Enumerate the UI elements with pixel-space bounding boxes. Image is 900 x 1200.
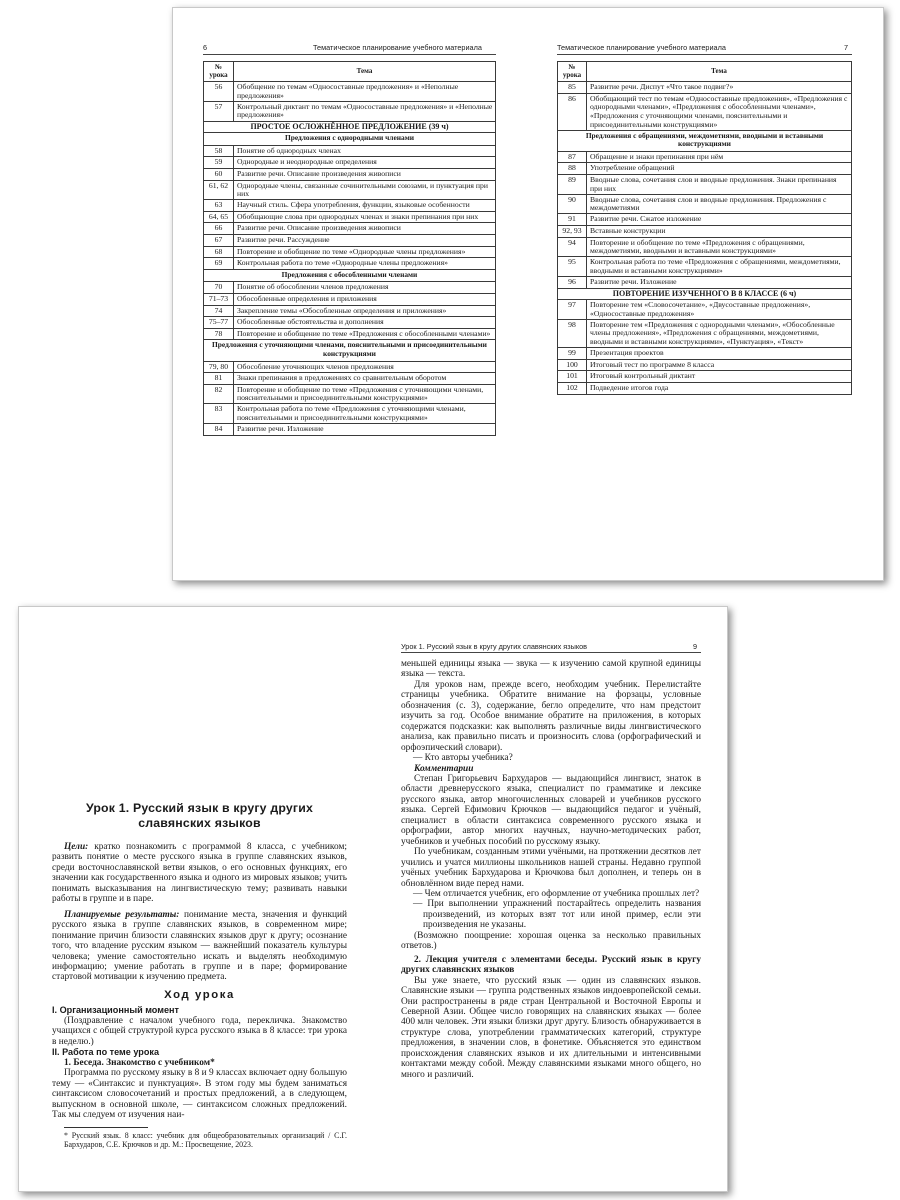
page-number: 7 bbox=[844, 43, 849, 52]
table-row bbox=[204, 328, 496, 340]
table-row bbox=[204, 211, 496, 223]
body-paragraph: Для уроков нам, прежде всего, необходим учебник. Перелистайте страницы учебника. Обратите внимание на форзацы, условные обозначения (с. 3), содержание, бегло определите, что нам предстоит изучить за год. Особое внимание обратите на приложения, в которых содержатся подсказки: как выполнять различные виды лингвистического анализа, как правильно писать и произносить слова (орфографический и орфоэпический словари). bbox=[401, 679, 701, 753]
body-paragraph: меньшей единицы языка — звука — к изучению самой крупной единицы языка — текста. bbox=[401, 659, 701, 680]
topic-cell: Повторение и обобщение по теме «Предложения с уточняющими членами, пояснительными и присоединительными конструкциями» bbox=[234, 384, 496, 404]
table-row bbox=[204, 82, 496, 102]
table-row bbox=[558, 226, 852, 238]
table-subsection-row bbox=[558, 130, 852, 151]
topic-cell: Употребление обращений bbox=[587, 163, 852, 175]
lesson-number-cell: 60 bbox=[204, 168, 234, 180]
planning-table-body bbox=[558, 62, 852, 395]
table-row bbox=[558, 163, 852, 175]
planning-table-body bbox=[204, 62, 496, 436]
lesson-number-cell: 70 bbox=[204, 282, 234, 294]
table-row bbox=[558, 348, 852, 360]
topic-cell: Знаки препинания в предложениях со сравнительным оборотом bbox=[234, 373, 496, 385]
topic-cell: Развитие речи. Рассуждение bbox=[234, 235, 496, 247]
header-rule bbox=[401, 652, 701, 653]
table-row bbox=[204, 258, 496, 270]
table-row bbox=[204, 180, 496, 200]
table-row bbox=[558, 359, 852, 371]
table-row bbox=[558, 214, 852, 226]
topic-cell: Обобщение по темам «Односоставные предложения» и «Неполные предложения» bbox=[234, 82, 496, 102]
section-1-text: (Поздравление с началом учебного года, перекличка. Знакомство учащихся с общей структурой курса русского языка в 8 классе: три урока в неделю.) bbox=[52, 1015, 347, 1047]
section-heading-cell: ПРОСТОЕ ОСЛОЖНЁННОЕ ПРЕДЛОЖЕНИЕ (39 ч) bbox=[204, 121, 496, 133]
lesson-number-cell: 90 bbox=[558, 194, 587, 214]
page-9 bbox=[374, 607, 729, 1191]
lesson-number-cell: 94 bbox=[558, 237, 587, 257]
body-paragraph: (Возможно поощрение: хорошая оценка за несколько правильных ответов.) bbox=[401, 930, 701, 952]
lesson-number-cell: 99 bbox=[558, 348, 587, 360]
table-row bbox=[204, 168, 496, 180]
topic-cell: Вводные слова, сочетания слов и вводные предложения. Знаки препинания при них bbox=[587, 175, 852, 195]
running-header: Тематическое планирование учебного материала bbox=[313, 43, 482, 52]
topic-cell: Закрепление темы «Обособленные определения и приложения» bbox=[234, 305, 496, 317]
topic-cell: Развитие речи. Описание произведения живописи bbox=[234, 168, 496, 180]
body-paragraph: Вы уже знаете, что русский язык — один из славянских языков. Славянские языки — группа родственных языков индоевропейской семьи. Они распространены в ряде стран Центральной и Восточной Европы и Северной Азии. Общее число говорящих на славянских языках — более 400 млн человек. Эти языки близки друг другу. Близость обнаруживается в структуре слова, употреблении грамматических категорий, структуре предложения, в значении слов, в фонетике. Объясняется это единством происхождения славянских языков и их длительными и интенсивными контактами между собой. Между славянскими языками много общего, но много и различий. bbox=[401, 975, 701, 1080]
table-row bbox=[204, 200, 496, 212]
lesson-number-cell: 95 bbox=[558, 257, 587, 277]
section-2-title: II. Работа по теме урока bbox=[52, 1047, 160, 1058]
topic-cell: Итоговый контрольный диктант bbox=[587, 371, 852, 383]
col-header-lesson-number: № урока bbox=[204, 62, 234, 82]
topic-cell: Понятие об обособлении членов предложения bbox=[234, 282, 496, 294]
lesson-number-cell: 71–73 bbox=[204, 293, 234, 305]
table-section-row bbox=[204, 121, 496, 133]
topic-cell: Обособление уточняющих членов предложения bbox=[234, 361, 496, 373]
running-header: Тематическое планирование учебного материала bbox=[557, 43, 726, 52]
lesson-number-cell: 86 bbox=[558, 93, 587, 130]
section-heading-cell: ПОВТОРЕНИЕ ИЗУЧЕННОГО В 8 КЛАССЕ (6 ч) bbox=[558, 288, 852, 300]
table-row bbox=[204, 101, 496, 121]
topic-cell: Повторение тем «Предложения с однородными членами», «Обособленные члены предложения», «Предложения с обращениями, междометиями, вводными и вставными конструкциями», «Пунктуация», «Текст» bbox=[587, 319, 852, 347]
col-header-topic: Тема bbox=[587, 62, 852, 82]
topic-cell: Научный стиль. Сфера употребления, функции, языковые особенности bbox=[234, 200, 496, 212]
topic-cell: Вводные слова, сочетания слов и вводные предложения. Предложения с междометиями bbox=[587, 194, 852, 214]
table-subsection-row bbox=[204, 340, 496, 361]
table-row bbox=[558, 194, 852, 214]
lesson-number-cell: 57 bbox=[204, 101, 234, 121]
page-8 bbox=[19, 607, 374, 1191]
planning-table bbox=[203, 61, 496, 436]
lesson-number-cell: 98 bbox=[558, 319, 587, 347]
bottom-book-spread bbox=[18, 606, 728, 1192]
topic-cell: Вставные конструкции bbox=[587, 226, 852, 238]
topic-cell: Развитие речи. Описание произведения живописи bbox=[234, 223, 496, 235]
lesson-number-cell: 83 bbox=[204, 404, 234, 424]
topic-cell: Обособленные обстоятельства и дополнения bbox=[234, 317, 496, 329]
lesson-number-cell: 97 bbox=[558, 300, 587, 320]
header-rule bbox=[203, 54, 496, 55]
topic-cell: Контрольная работа по теме «Предложения с уточняющими членами, пояснительными и присоединительными конструкциями» bbox=[234, 404, 496, 424]
table-row bbox=[558, 93, 852, 130]
table-row bbox=[558, 151, 852, 163]
comments-heading: Комментарии bbox=[414, 763, 474, 774]
page-6 bbox=[173, 8, 529, 580]
lesson-number-cell: 58 bbox=[204, 145, 234, 157]
table-row bbox=[204, 235, 496, 247]
topic-cell: Развитие речи. Диспут «Что такое подвиг?» bbox=[587, 82, 852, 94]
topic-cell: Повторение и обобщение по теме «Предложения с обособленными членами» bbox=[234, 328, 496, 340]
topic-cell: Подведение итогов года bbox=[587, 382, 852, 394]
table-row bbox=[204, 384, 496, 404]
lesson-number-cell: 91 bbox=[558, 214, 587, 226]
subsection-heading-cell: Предложения с обособленными членами bbox=[204, 269, 496, 282]
lesson-number-cell: 75–77 bbox=[204, 317, 234, 329]
table-row bbox=[558, 257, 852, 277]
results-text: понимание места, значения и функций русского языка в группе славянских языков, в современном мире; понимание причин близости славянских языков друг к другу; осознание того, что владение русским языком — важнейший показатель культуры человека; умение самостоятельно искать и выделять необходимую информацию; умение работать в группе и в паре; формирование стартовой мотивации к изучению предмета. bbox=[52, 909, 347, 983]
goals-label: Цели: bbox=[64, 842, 89, 852]
lesson-text bbox=[52, 801, 347, 1149]
table-row bbox=[204, 317, 496, 329]
table-row bbox=[204, 305, 496, 317]
table-header-row bbox=[558, 62, 852, 82]
lesson-number-cell: 87 bbox=[558, 151, 587, 163]
table-row bbox=[558, 319, 852, 347]
col-header-topic: Тема bbox=[234, 62, 496, 82]
footnote-rule bbox=[64, 1127, 148, 1128]
lesson-number-cell: 88 bbox=[558, 163, 587, 175]
page-number: 6 bbox=[203, 43, 208, 52]
table-row bbox=[204, 293, 496, 305]
body-paragraph: — Чем отличается учебник, его оформление от учебника прошлых лет? bbox=[413, 888, 700, 899]
table-subsection-row bbox=[204, 133, 496, 146]
lesson-number-cell: 102 bbox=[558, 382, 587, 394]
topic-cell: Контрольный диктант по темам «Односоставные предложения» и «Неполные предложения» bbox=[234, 101, 496, 121]
table-row bbox=[558, 276, 852, 288]
topic-cell: Презентация проектов bbox=[587, 348, 852, 360]
lesson-number-cell: 66 bbox=[204, 223, 234, 235]
table-row bbox=[204, 424, 496, 436]
col-header-lesson-number: № урока bbox=[558, 62, 587, 82]
goals-paragraph bbox=[52, 842, 347, 905]
table-row bbox=[558, 237, 852, 257]
lesson-number-cell: 69 bbox=[204, 258, 234, 270]
table-row bbox=[204, 361, 496, 373]
lesson-number-cell: 74 bbox=[204, 305, 234, 317]
lesson-number-cell: 68 bbox=[204, 246, 234, 258]
lesson-number-cell: 82 bbox=[204, 384, 234, 404]
lesson-number-cell: 92, 93 bbox=[558, 226, 587, 238]
footnote-text: * Русский язык. 8 класс: учебник для общеобразовательных организаций / С.Г. Бархударов, С.Е. Крючков и др. М.: Просвещение, 2023. bbox=[64, 1130, 347, 1149]
topic-cell: Развитие речи. Изложение bbox=[587, 276, 852, 288]
table-row bbox=[558, 371, 852, 383]
lesson-number-cell: 63 bbox=[204, 200, 234, 212]
header-rule bbox=[557, 54, 852, 55]
topic-cell: Повторение и обобщение по теме «Однородные члены предложения» bbox=[234, 246, 496, 258]
page-number: 9 bbox=[693, 642, 698, 651]
topic-cell: Развитие речи. Сжатое изложение bbox=[587, 214, 852, 226]
results-paragraph bbox=[52, 910, 347, 983]
footnote bbox=[52, 1131, 347, 1149]
table-header-row bbox=[204, 62, 496, 82]
subsection-text: Программа по русскому языку в 8 и 9 классах включает одну большую тему — «Синтаксис и пунктуация». В этом году мы будем заниматься синтаксисом словосочетаний и простых предложений, а в следующем, выпускном в основной школе, — синтаксисом сложных предложений. Так мы следуем от изучения наи- bbox=[52, 1068, 347, 1121]
table-row bbox=[558, 175, 852, 195]
subsection-heading-cell: Предложения с однородными членами bbox=[204, 133, 496, 146]
topic-cell: Обобщающий тест по темам «Односоставные предложения», «Предложения с однородными членами», «Предложения с обособленными членами», «Предложения с уточняющими членами, пояснительными и присоединительными конструкциями» bbox=[587, 93, 852, 130]
lesson-number-cell: 79, 80 bbox=[204, 361, 234, 373]
running-header: Урок 1. Русский язык в кругу других славянских языков bbox=[401, 642, 588, 651]
table-section-row bbox=[558, 288, 852, 300]
subsection-title: 1. Беседа. Знакомство с учебником* bbox=[64, 1057, 215, 1068]
topic-cell: Контрольная работа по теме «Однородные члены предложения» bbox=[234, 258, 496, 270]
lesson-number-cell: 56 bbox=[204, 82, 234, 102]
topic-cell: Итоговый тест по программе 8 класса bbox=[587, 359, 852, 371]
planning-table bbox=[557, 61, 852, 395]
body-paragraph: — При выполнении упражнений постарайтесь определить названия произведений, из которых взят тот или иной пример, если эти произведения не указаны. bbox=[413, 899, 701, 931]
subsection-title: 2. Лекция учителя с элементами беседы. Русский язык в кругу других славянских языков bbox=[401, 954, 701, 976]
lesson-number-cell: 59 bbox=[204, 157, 234, 169]
course-heading: Ход урока bbox=[164, 988, 235, 1001]
topic-cell: Повторение тем «Словосочетание», «Двусоставные предложения», «Односоставные предложения» bbox=[587, 300, 852, 320]
body-paragraph: По учебникам, созданным этими учёными, на протяжении десятков лет учились и учатся миллионы школьников нашей страны. Недавно группой учёных учебник Бархударова и Крючкова был дополнен, и теперь он в обновлённом виде перед нами. bbox=[401, 847, 701, 889]
table-row bbox=[204, 373, 496, 385]
table-row bbox=[204, 404, 496, 424]
body-paragraph: Степан Григорьевич Бархударов — выдающийся лингвист, знаток в области древнерусского языка, специалист по грамматике и лексике русского языка, автор многочисленных словарей и учебников русского языка. Сергей Ефимович Крючков — выдающийся педагог и учёный, специалист в области синтаксиса современного русского языка и орфографии, автор многих научных, научно-методических работ, учебников и учебных пособий по русскому языку. bbox=[401, 773, 701, 847]
topic-cell: Обобщающие слова при однородных членах и знаки препинания при них bbox=[234, 211, 496, 223]
table-row bbox=[204, 223, 496, 235]
top-book-spread bbox=[172, 7, 884, 581]
lesson-number-cell: 89 bbox=[558, 175, 587, 195]
lesson-number-cell: 84 bbox=[204, 424, 234, 436]
table-subsection-row bbox=[204, 269, 496, 282]
results-label: Планируемые результаты: bbox=[64, 909, 180, 920]
topic-cell: Повторение и обобщение по теме «Предложения с обращениями, междометиями, вводными и вставными конструкциями» bbox=[587, 237, 852, 257]
lesson-body-text bbox=[401, 659, 701, 1080]
subsection-heading-cell: Предложения с уточняющими членами, пояснительными и присоединительными конструкциями bbox=[204, 340, 496, 361]
table-row bbox=[558, 82, 852, 94]
lesson-number-cell: 96 bbox=[558, 276, 587, 288]
lesson-number-cell: 81 bbox=[204, 373, 234, 385]
lesson-title: Урок 1. Русский язык в кругу других славянских языков bbox=[85, 801, 314, 830]
topic-cell: Обособленные определения и приложения bbox=[234, 293, 496, 305]
topic-cell: Однородные члены, связанные сочинительными союзами, и пунктуация при них bbox=[234, 180, 496, 200]
lesson-number-cell: 85 bbox=[558, 82, 587, 94]
lesson-number-cell: 61, 62 bbox=[204, 180, 234, 200]
topic-cell: Развитие речи. Изложение bbox=[234, 424, 496, 436]
table-row bbox=[204, 282, 496, 294]
topic-cell: Контрольная работа по теме «Предложения с обращениями, междометиями, вводными и вставными конструкциями» bbox=[587, 257, 852, 277]
lesson-number-cell: 78 bbox=[204, 328, 234, 340]
topic-cell: Обращение и знаки препинания при нём bbox=[587, 151, 852, 163]
lesson-number-cell: 67 bbox=[204, 235, 234, 247]
table-row bbox=[204, 145, 496, 157]
table-row bbox=[204, 157, 496, 169]
table-row bbox=[558, 300, 852, 320]
section-1-title: I. Организационный момент bbox=[52, 1005, 179, 1016]
lesson-number-cell: 64, 65 bbox=[204, 211, 234, 223]
lesson-number-cell: 101 bbox=[558, 371, 587, 383]
lesson-number-cell: 100 bbox=[558, 359, 587, 371]
subsection-heading-cell: Предложения с обращениями, междометиями, вводными и вставными конструкциями bbox=[558, 130, 852, 151]
goals-text: кратко познакомить с программой 8 класса, с учебником; развить понятие о месте русского языка в группе славянских языков, среди восточнославянской ветви языков, о его основных функциях, его значении как государственного языка и одного из мировых языков; учить понимать высказывания на лингвистическую тему; развивать навыки работы в группе и в паре. bbox=[52, 842, 347, 905]
topic-cell: Понятие об однородных членах bbox=[234, 145, 496, 157]
table-row bbox=[204, 246, 496, 258]
page-7 bbox=[529, 8, 885, 580]
body-paragraph: — Кто авторы учебника? bbox=[413, 753, 513, 764]
topic-cell: Однородные и неоднородные определения bbox=[234, 157, 496, 169]
table-row bbox=[558, 382, 852, 394]
